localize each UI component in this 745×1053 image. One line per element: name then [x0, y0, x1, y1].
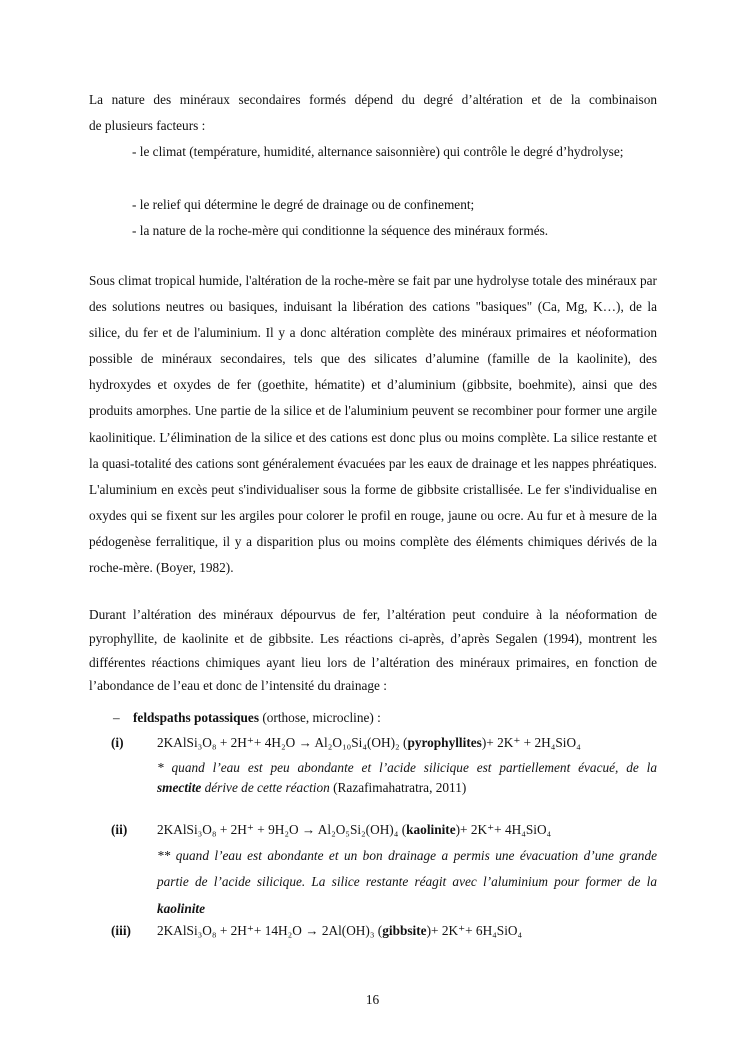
- equation-mineral: kaolinite: [406, 822, 456, 837]
- bullet-feldspaths: [113, 708, 381, 728]
- reaction-equation-i: [157, 733, 581, 753]
- note-italic-text: dérive de cette réaction: [201, 780, 330, 795]
- equation-before: 2KAlSi₃O₈ + 2H⁺+ 4H₂O → Al₂O₁₀Si₄(OH)₂ (: [157, 735, 408, 750]
- note-italic-text: ** quand l’eau est abondante et un bon drainage a permis une évacuation d’une grande partie de l’acide silicique. La silice restante réagit avec l’aluminium pour former de la: [157, 848, 657, 890]
- page-number: 16: [365, 992, 380, 1007]
- reaction-label-i: (i): [111, 735, 124, 750]
- equation-before: 2KAlSi₃O₈ + 2H⁺+ 14H₂O → 2Al(OH)₃ (: [157, 923, 383, 938]
- reaction-label-iii: (iii): [111, 923, 131, 938]
- reaction-note-i-line2: [157, 778, 657, 798]
- para2-tropical-weathering: Sous climat tropical humide, l'altération de la roche-mère se fait par une hydrolyse totale des minéraux par des solutions neutres ou basiques, induisant la libération des cations "basiques" (Ca, Mg, K…), de la silice, du fer et de l'aluminium. Il y a donc altération complète des minéraux primaires et néoformation possible de minéraux secondaires, tels que des silicates d’alumine (famille de la kaolinite), des hydroxydes et oxydes de fer (goethite, hématite) et d’aluminium (gibbsite, boehmite), ainsi que des produits amorphes. Une partie de la silice et de l'aluminium peuvent se recombiner pour former une argile kaolinitique. L’élimination de la silice et des cations est donc plus ou moins complète. La silice restante et la quasi-totalité des cations sont généralement évacuées par les eaux de drainage et les nappes phréatiques. L'aluminium en excès peut s'individualiser sous la forme de gibbsite cristallisée. Le fer s'individualise en oxydes qui se fixent sur les argiles pour colorer le profil en rouge, jaune ou ocre. Au fur et à mesure de la pédogenèse ferralitique, il y a disparition plus ou moins complète des éléments chimiques dérivés de la roche-mère. (Boyer, 1982).: [89, 273, 657, 576]
- note-reference: (Razafimahatratra, 2011): [329, 780, 467, 795]
- equation-mineral: gibbsite: [382, 923, 427, 938]
- reaction-equation-ii: [157, 820, 551, 840]
- para1-line2: de plusieurs facteurs :: [89, 118, 206, 133]
- equation-after: )+ 2K⁺+ 4H₄SiO₄: [455, 822, 552, 837]
- list-item-bedrock: - la nature de la roche-mère qui conditionne la séquence des minéraux formés.: [132, 223, 549, 238]
- reaction-note-i-line1: * quand l’eau est peu abondante et l’acide silicique est partiellement évacué, de la: [157, 760, 657, 775]
- equation-after: )+ 2K⁺ + 2H₄SiO₄: [481, 735, 581, 750]
- bullet-dash: –: [113, 710, 120, 725]
- note-bold-term: smectite: [157, 780, 202, 795]
- reaction-equation-iii: [157, 921, 522, 941]
- para3-reactions-intro: Durant l’altération des minéraux dépourvus de fer, l’altération peut conduire à la néoformation de pyrophyllite, de kaolinite et de gibbsite. Les réactions ci-après, d’après Segalen (1994), montrent les différentes réactions chimiques ayant lieu lors de l’altération des minéraux primaires, en fonction de l’abondance de l’eau et donc de l’intensité du drainage :: [89, 607, 657, 694]
- reaction-note-ii: [157, 843, 657, 922]
- para1-line1: La nature des minéraux secondaires formés dépend du degré d’altération et de la combinaison: [89, 92, 657, 107]
- note-bold-term: kaolinite: [157, 900, 206, 916]
- bullet-bold-term: feldspaths potassiques: [133, 710, 259, 725]
- list-item-climate: - le climat (température, humidité, alternance saisonnière) qui contrôle le degré d’hydrolyse;: [132, 144, 624, 159]
- equation-mineral: pyrophyllites: [407, 735, 482, 750]
- list-item-relief: - le relief qui détermine le degré de drainage ou de confinement;: [132, 197, 475, 212]
- bullet-rest: (orthose, microcline) :: [259, 710, 381, 725]
- equation-before: 2KAlSi₃O₈ + 2H⁺ + 9H₂O → Al₂O₅Si₂(OH)₄ (: [157, 822, 407, 837]
- equation-after: )+ 2K⁺+ 6H₄SiO₄: [426, 923, 523, 938]
- reaction-label-ii: (ii): [111, 822, 128, 837]
